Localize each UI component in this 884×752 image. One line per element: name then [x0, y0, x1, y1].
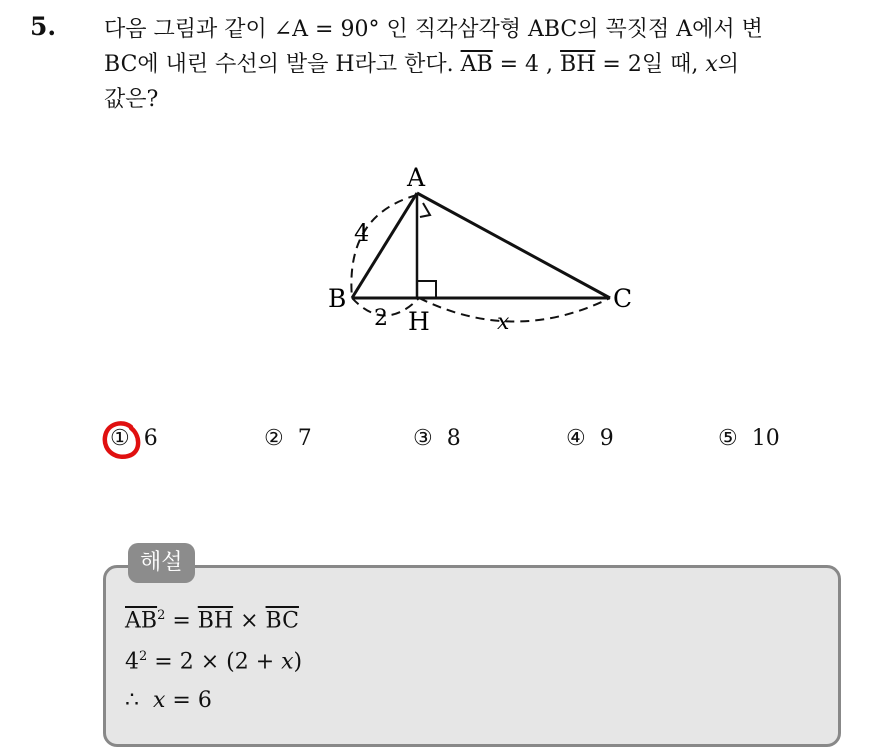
- choice-3-marker: ③: [413, 426, 433, 451]
- variable-x: x: [705, 52, 718, 77]
- question-line-1: 다음 그림과 같이 ∠A = 90° 인 직각삼각형 ABC의 꼭짓점 A에서 변: [104, 17, 763, 42]
- label-a: A: [407, 163, 426, 192]
- solution-line-1: [125, 608, 299, 633]
- sol-end-2: ): [293, 649, 303, 675]
- side-ac: [417, 193, 610, 298]
- label-c: C: [613, 284, 633, 313]
- sol-x-2: x: [281, 649, 294, 675]
- question-line-2-part-c: = 2일 때,: [595, 52, 706, 77]
- choice-2-value: 7: [297, 426, 312, 451]
- question-number: 5.: [30, 12, 57, 41]
- question-line-3: 값은?: [104, 87, 159, 112]
- sol-x-3: x: [152, 688, 166, 713]
- sol-rest-3: = 6: [165, 688, 212, 713]
- right-angle-mark-h: [417, 281, 436, 298]
- choice-1[interactable]: [110, 426, 158, 451]
- solution-tag: 해설: [128, 543, 195, 583]
- sol-exp-1: 2: [157, 608, 166, 623]
- solution-line-3: [125, 688, 212, 713]
- sol-exp-2: 2: [139, 649, 148, 664]
- choice-1-value: 6: [143, 426, 158, 451]
- label-b: B: [328, 284, 347, 313]
- therefore-symbol: ∴: [125, 688, 153, 713]
- solution-line-2: [125, 649, 302, 674]
- label-h: H: [408, 307, 430, 336]
- question-line-2-part-d: 의: [717, 52, 739, 77]
- sol-base-2: 4: [125, 649, 139, 675]
- sol-times: ×: [233, 608, 266, 634]
- choice-5-marker: ⑤: [718, 426, 738, 451]
- choice-5-value: 10: [751, 426, 780, 451]
- sol-segment-bc: $\overline{BC}$: [265, 608, 299, 634]
- segment-bh: $\overline{BH}$: [560, 52, 596, 77]
- segment-ab: $\overline{AB}$: [460, 52, 493, 77]
- choice-3-value: 8: [446, 426, 461, 451]
- choice-3[interactable]: [413, 426, 461, 451]
- choice-4-value: 9: [599, 426, 614, 451]
- length-ab: 4: [354, 219, 370, 247]
- sol-rest-2: = 2 × (2 +: [147, 649, 282, 675]
- length-hc: x: [497, 310, 510, 335]
- question-line-2-part-b: = 4 ,: [492, 52, 561, 77]
- choice-2-marker: ②: [264, 426, 284, 451]
- question-line-2-part-a: BC에 내린 수선의 발을 H라고 한다.: [104, 52, 461, 77]
- dashed-arc-hc: [419, 298, 610, 322]
- choice-4[interactable]: [566, 426, 614, 451]
- right-angle-mark-a: [420, 203, 430, 217]
- choice-2[interactable]: [264, 426, 312, 451]
- choice-4-marker: ④: [566, 426, 586, 451]
- sol-eq-1: =: [165, 608, 198, 634]
- sol-segment-ab: $\overline{AB}$: [125, 608, 158, 634]
- answer-choices: [0, 426, 884, 462]
- length-bh: 2: [374, 306, 388, 331]
- choice-5[interactable]: [718, 426, 780, 451]
- choice-1-marker: ①: [110, 426, 130, 451]
- sol-segment-bh: $\overline{BH}$: [197, 608, 234, 634]
